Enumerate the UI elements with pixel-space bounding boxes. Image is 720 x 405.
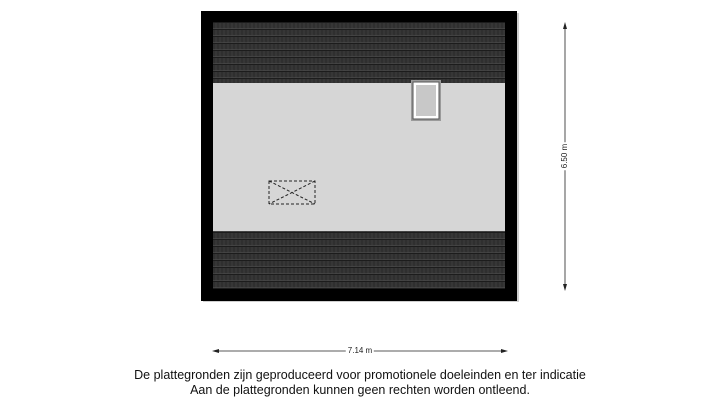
disclaimer-line-2: Aan de plattegronden kunnen geen rechten worden ontleend.	[190, 383, 530, 397]
disclaimer-line-1: De plattegronden zijn geproduceerd voor promotionele doeleinden en ter indicatie	[134, 368, 586, 382]
dimension-width-label: 7.14 m	[347, 346, 373, 355]
disclaimer	[0, 368, 720, 398]
roof-tiles-bottom	[213, 231, 505, 289]
roof-tiles-top	[213, 22, 505, 83]
dimension-height-label: 6.50 m	[560, 143, 569, 169]
attic-floor	[213, 83, 505, 231]
skylight	[411, 80, 441, 121]
